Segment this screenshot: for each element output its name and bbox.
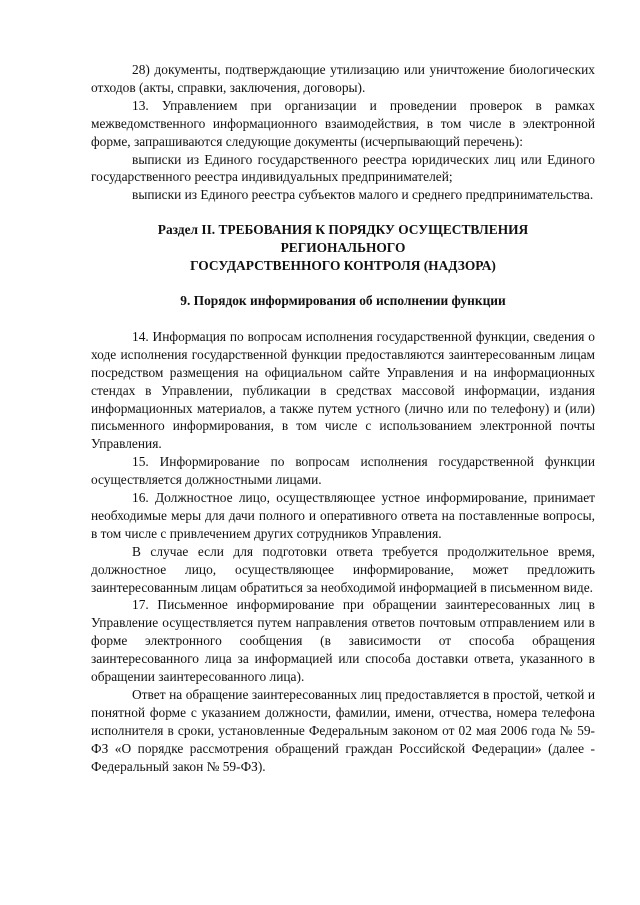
paragraph-13: 13. Управлением при организации и проведении проверок в рамках межведомственного информационного взаимодействия, в том числе в электронной форме, запрашиваются следующие документы (исчерпывающий перечень): [91,97,595,149]
section-heading-line-3: ГОСУДАРСТВЕННОГО КОНТРОЛЯ (НАДЗОРА) [190,258,496,274]
section-heading-line-2: РЕГИОНАЛЬНОГО [280,240,406,256]
subsection-heading: 9. Порядок информирования об исполнении функции [180,292,506,308]
paragraph-16-continuation: В случае если для подготовки ответа требуется продолжительное время, должностное лицо, осуществляющее информирование, может предложить заинтересованным лицам обратиться за необходимой информацией в письменном виде. [91,543,595,595]
paragraph-17: 17. Письменное информирование при обращении заинтересованных лиц в Управление осуществляется путем направления ответов почтовым отправлением или в форме электронного сообщения (в зависимости от способа обращения заинтересованного лица за информацией или способа доставки ответа, указанного в обращении заинтересованного лица). [91,597,595,685]
paragraph-extract-egrul: выписки из Единого государственного реестра юридических лиц или Единого государственного реестра индивидуальных предпринимателей; [91,151,595,185]
section-heading-line-1: Раздел II. ТРЕБОВАНИЯ К ПОРЯДКУ ОСУЩЕСТВЛЕНИЯ [157,222,529,238]
section-heading [91,221,595,275]
paragraph-item-28: 28) документы, подтверждающие утилизацию или уничтожение биологических отходов (акты, справки, заключения, договоры). [91,62,595,95]
paragraph-16: 16. Должностное лицо, осуществляющее устное информирование, принимает необходимые меры для дачи полного и оперативного ответа на поставленные вопросы, в том числе с привлечением других сотрудников Управления. [91,490,595,541]
paragraph-15: 15. Информирование по вопросам исполнения государственной функции осуществляется должностными лицами. [91,454,595,488]
paragraph-extract-msp: выписки из Единого реестра субъектов малого и среднего предпринимательства. [132,187,594,203]
paragraph-14: 14. Информация по вопросам исполнения государственной функции, сведения о ходе исполнения государственной функции предоставляются заинтересованным лицам посредством размещения на официальном сайте Управления и на информационных стендах в Управлении, публикации в средствах массовой информации, издания информационных материалов, а также путем устного (лично или по телефону) и (или) письменного информирования, в том числе с использованием электронной почты Управления. [91,328,595,452]
paragraph-17-continuation: Ответ на обращение заинтересованных лиц предоставляется в простой, четкой и понятной форме с указанием должности, фамилии, имени, отчества, номера телефона исполнителя в сроки, установленные Федеральным законом от 02 мая 2006 года № 59-ФЗ «О порядке рассмотрения обращений граждан Российской Федерации» (далее - Федеральный закон № 59-ФЗ). [91,687,595,774]
